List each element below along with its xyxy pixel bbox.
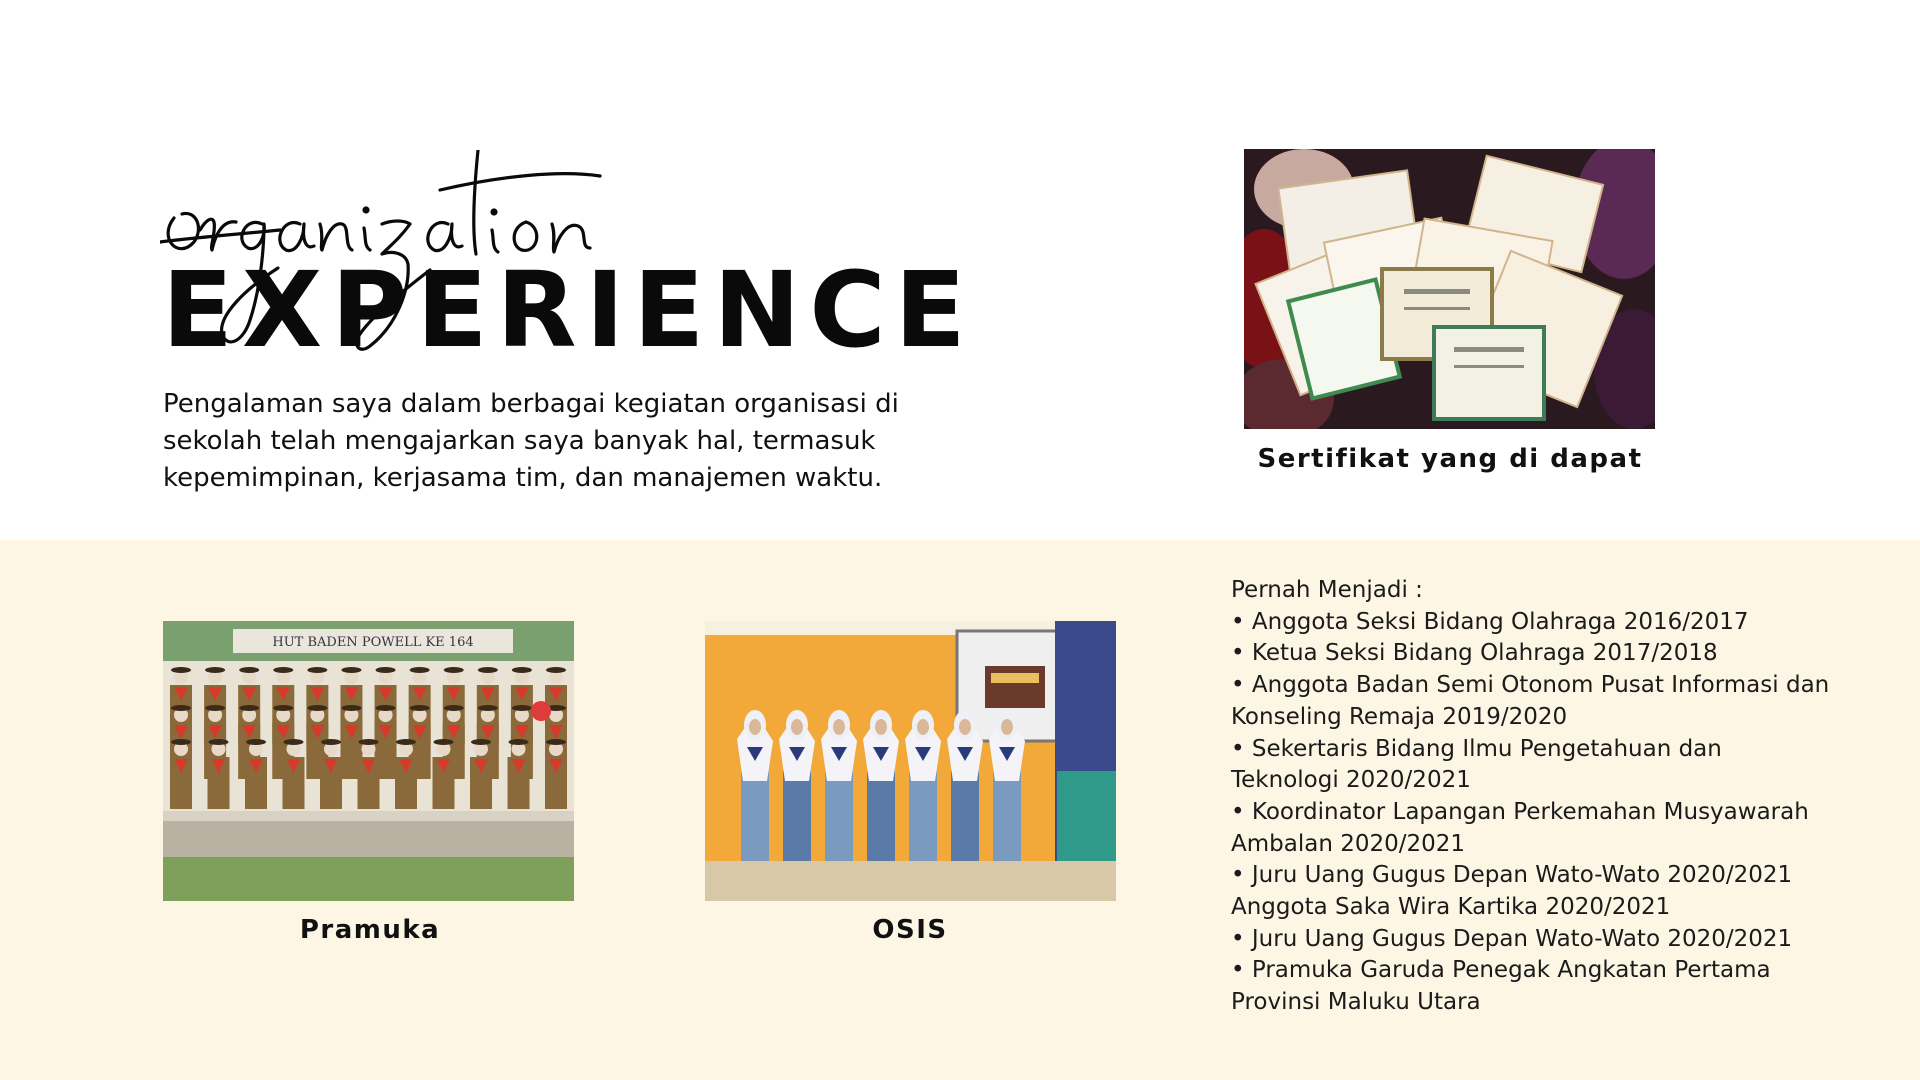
- pramuka-caption: Pramuka: [299, 915, 441, 945]
- student-figure: [863, 710, 899, 861]
- role-item: • Anggota Seksi Bidang Olahraga 2016/2017: [1231, 608, 1749, 635]
- student-figure: [905, 710, 941, 861]
- role-item: • Koordinator Lapangan Perkemahan Musyawarah Ambalan 2020/2021: [1231, 798, 1809, 857]
- role-item: • Juru Uang Gugus Depan Wato-Wato 2020/2021: [1231, 925, 1793, 952]
- role-item: • Juru Uang Gugus Depan Wato-Wato 2020/2021 Anggota Saka Wira Kartika 2020/2021: [1231, 862, 1793, 921]
- roles-list: [1231, 575, 1831, 1019]
- page-title: EXPERIENCE: [162, 249, 975, 371]
- student-figure: [737, 710, 773, 861]
- role-item: • Anggota Badan Semi Otonom Pusat Informasi dan Konseling Remaja 2019/2020: [1231, 672, 1830, 730]
- role-item: • Sekertaris Bidang Ilmu Pengetahuan dan Teknologi 2020/2021: [1231, 735, 1722, 794]
- role-item: • Ketua Seksi Bidang Olahraga 2017/2018: [1231, 640, 1718, 667]
- roles-heading: Pernah Menjadi :: [1231, 577, 1423, 603]
- intro-paragraph: Pengalaman saya dalam berbagai kegiatan organisasi di sekolah telah mengajarkan saya banyak hal, termasuk kepemimpinan, kerjasama tim, dan manajemen waktu.: [163, 389, 899, 493]
- pramuka-banner-text: HUT BADEN POWELL KE 164: [272, 635, 474, 650]
- certificates-caption: Sertifikat yang di dapat: [1257, 444, 1643, 474]
- role-item: • Pramuka Garuda Penegak Angkatan Pertama Provinsi Maluku Utara: [1231, 957, 1771, 1016]
- student-figure: [989, 710, 1025, 861]
- pramuka-photo: [163, 621, 574, 901]
- student-figure: [821, 710, 857, 861]
- student-figure: [779, 710, 815, 861]
- certificates-photo: [1244, 149, 1655, 429]
- osis-caption: OSIS: [872, 915, 948, 945]
- student-figure: [947, 710, 983, 861]
- osis-photo: [705, 621, 1116, 901]
